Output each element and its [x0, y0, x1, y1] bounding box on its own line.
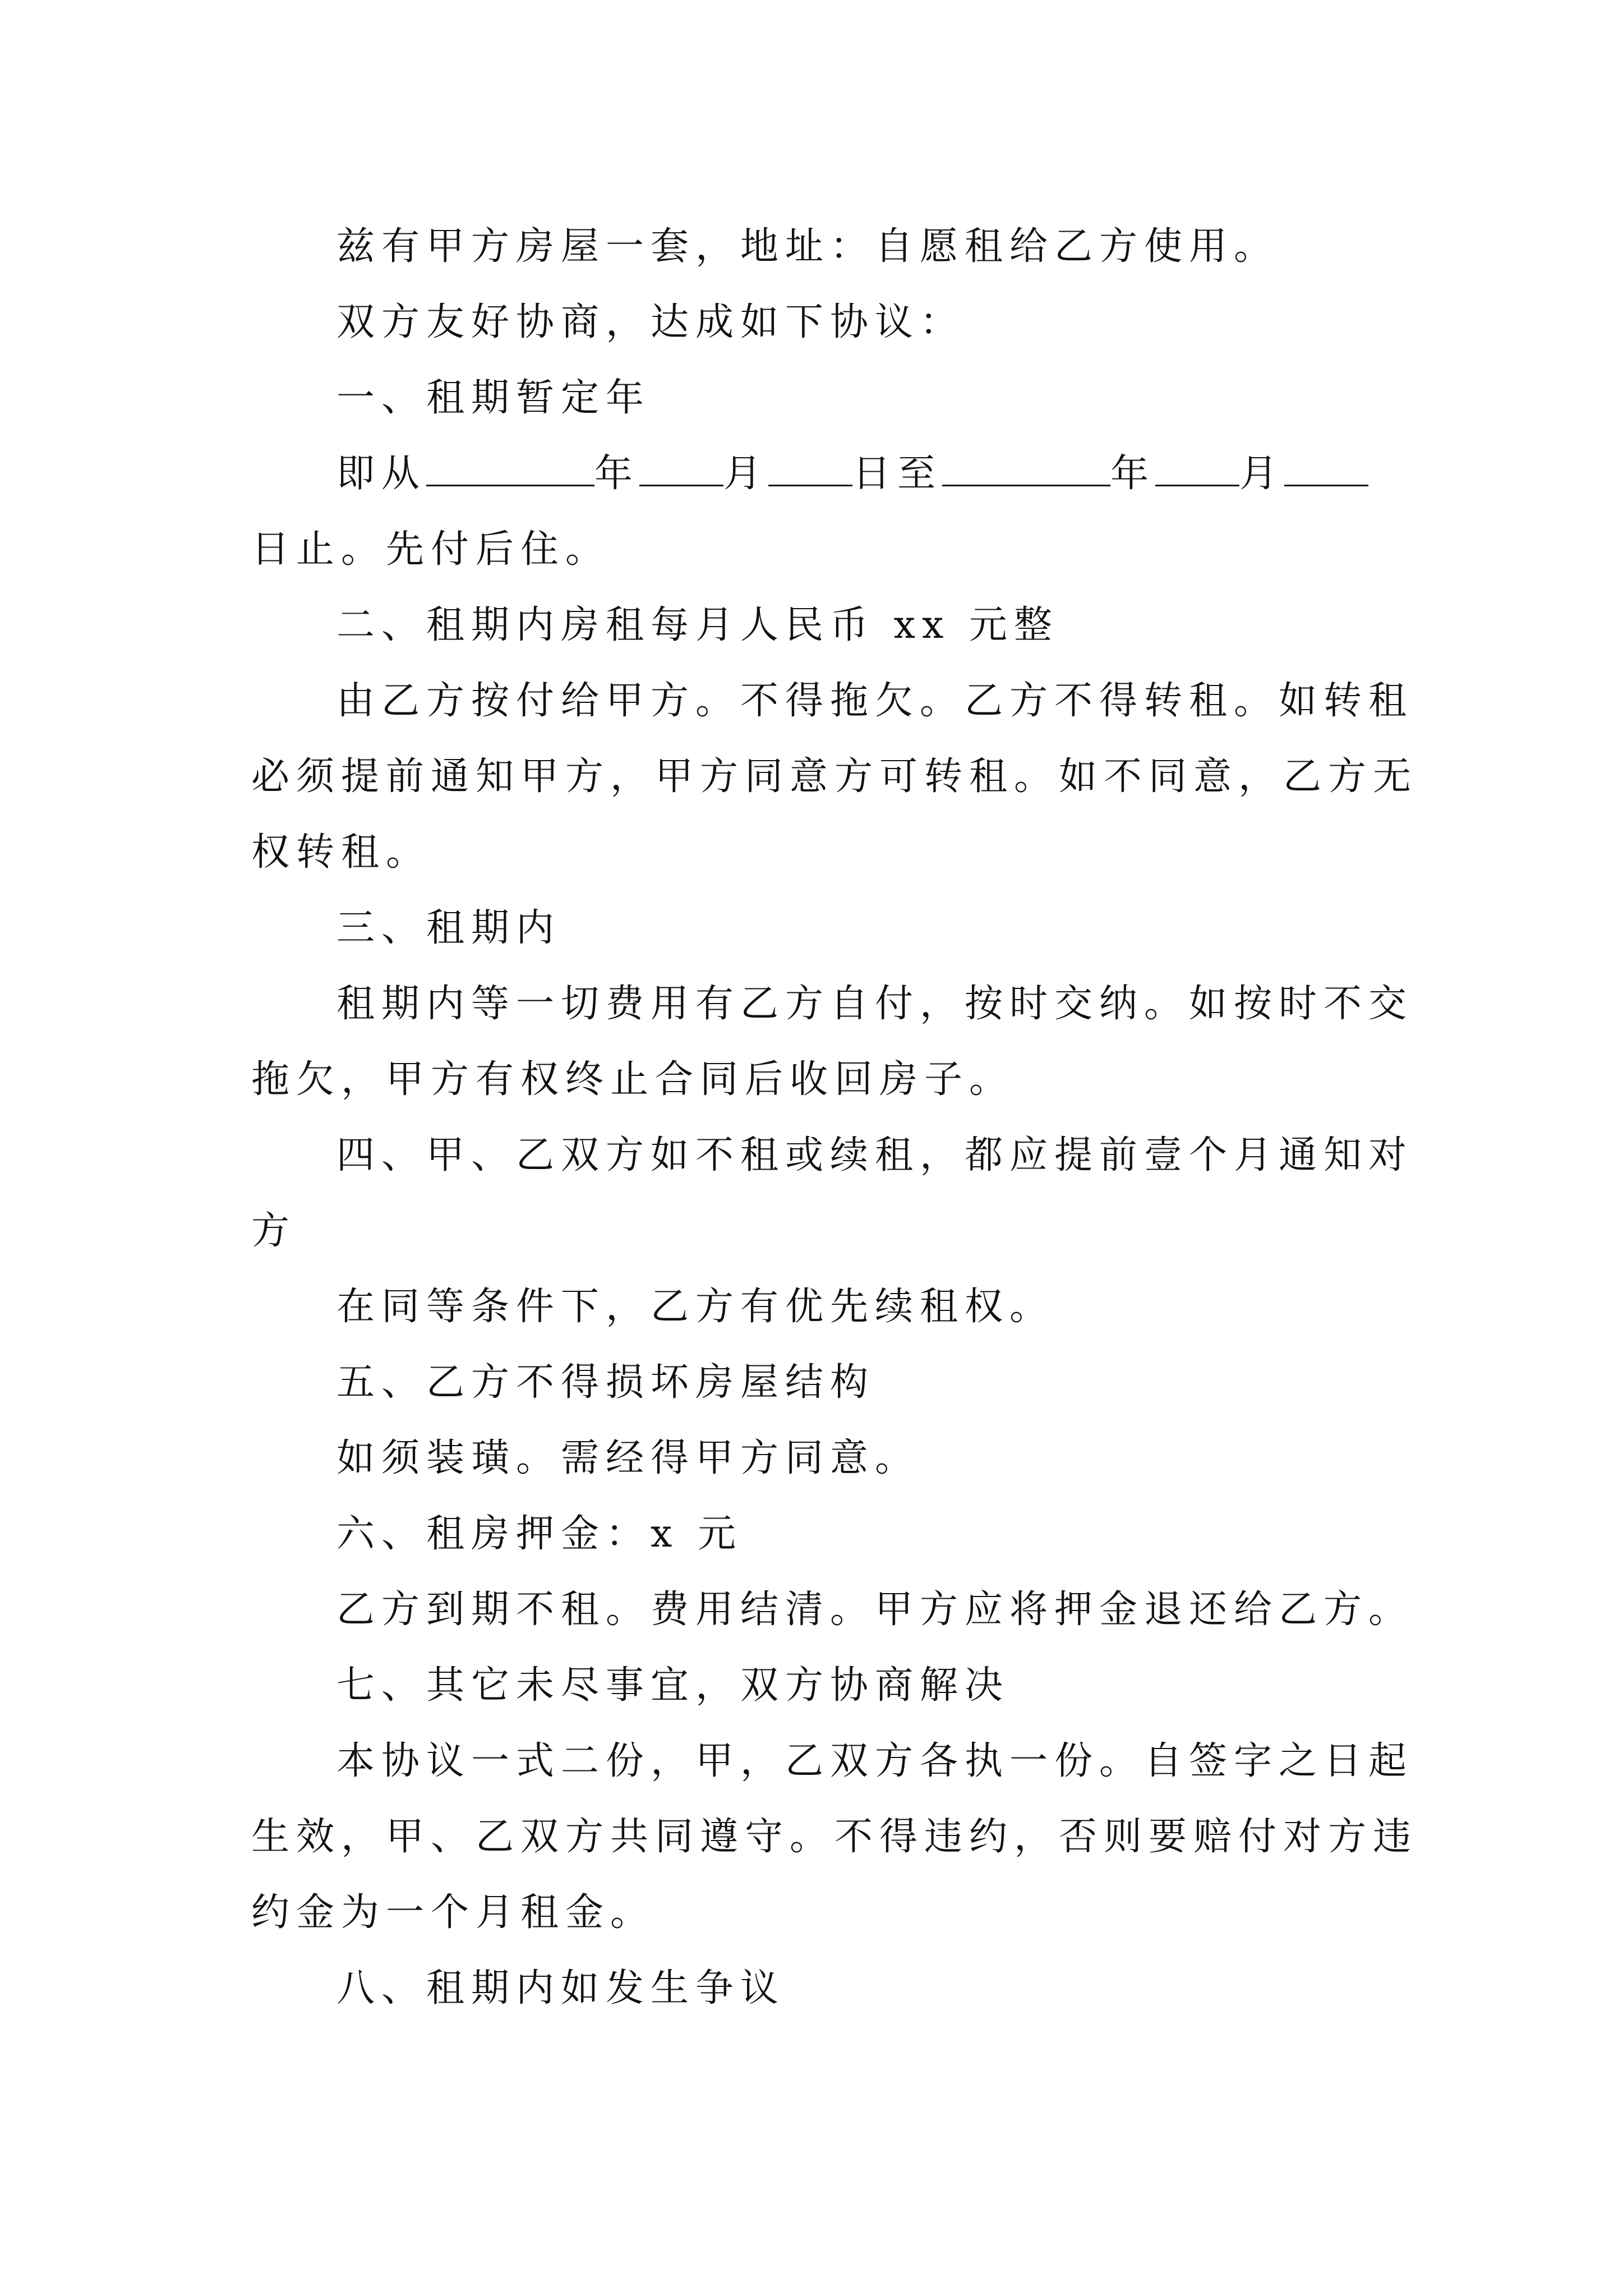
start-month-blank[interactable] — [639, 450, 723, 486]
year-label: 年 — [594, 452, 640, 496]
start-day-blank[interactable] — [768, 450, 852, 486]
clause-heading-3: 三、租期内 — [336, 906, 561, 950]
paragraph-line: 租期内等一切费用有乙方自付，按时交纳。如按时不交 — [336, 982, 1414, 1026]
paragraph-line: 权转租。 — [251, 830, 431, 875]
date-range-line — [336, 449, 1368, 499]
end-year-blank[interactable] — [942, 450, 1110, 486]
paragraph-line: 如须装璜。需经得甲方同意。 — [336, 1436, 920, 1480]
paragraph-line: 由乙方按付给甲方。不得拖欠。乙方不得转租。如转租 — [336, 679, 1414, 723]
paragraph-line: 必须提前通知甲方，甲方同意方可转租。如不同意，乙方无 — [251, 754, 1418, 799]
paragraph-line: 拖欠，甲方有权终止合同后收回房子。 — [251, 1057, 1015, 1102]
paragraph-line: 日止。先付后住。 — [251, 527, 611, 572]
paragraph-line: 在同等条件下，乙方有优先续租权。 — [336, 1285, 1055, 1329]
end-day-blank[interactable] — [1284, 450, 1368, 486]
date-label-to: 日至 — [852, 452, 943, 496]
paragraph-line: 乙方到期不租。费用结清。甲方应将押金退还给乙方。 — [336, 1588, 1414, 1632]
end-month-blank[interactable] — [1155, 450, 1239, 486]
paragraph-line: 生效，甲、乙双方共同遵守。不得违约，否则要赔付对方违 — [251, 1815, 1418, 1859]
clause-heading-6: 六、租房押金：x 元 — [336, 1512, 743, 1556]
clause-heading-8: 八、租期内如发生争议 — [336, 1966, 786, 2010]
clause-heading-5: 五、乙方不得损坏房屋结构 — [336, 1360, 875, 1405]
clause-heading-4: 四、甲、乙双方如不租或续租，都应提前壹个月通知对 — [336, 1133, 1414, 1177]
start-year-blank[interactable] — [426, 450, 594, 486]
paragraph-line: 方 — [251, 1209, 297, 1253]
paragraph-line: 本协议一式二份，甲，乙双方各执一份。自签字之日起 — [336, 1739, 1414, 1783]
clause-heading-2: 二、租期内房租每月人民币 xx 元整 — [336, 603, 1059, 647]
month-label: 月 — [723, 452, 769, 496]
clause-heading-7: 七、其它未尽事宜，双方协商解决 — [336, 1663, 1010, 1708]
paragraph-line: 双方友好协商，达成如下协议： — [336, 300, 965, 344]
date-label-from: 即从 — [336, 452, 427, 496]
year-label: 年 — [1110, 452, 1156, 496]
clause-heading-1: 一、租期暂定年 — [336, 376, 651, 420]
month-label: 月 — [1239, 452, 1285, 496]
paragraph-line: 约金为一个月租金。 — [251, 1890, 656, 1935]
paragraph-line: 兹有甲方房屋一套，地址：自愿租给乙方使用。 — [336, 224, 1279, 269]
